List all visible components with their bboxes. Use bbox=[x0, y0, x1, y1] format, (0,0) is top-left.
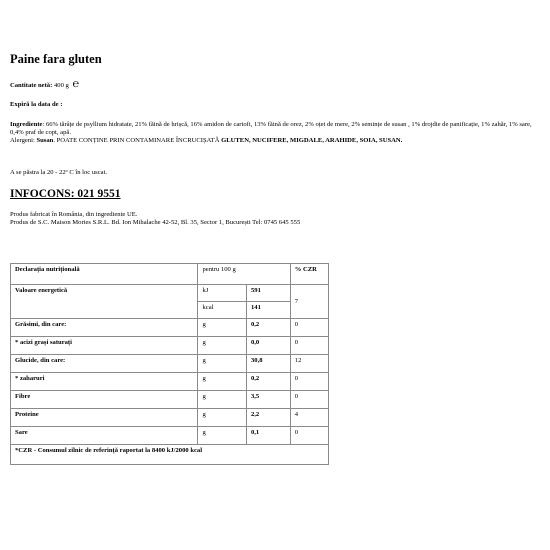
expiry-label-text: Expiră la data de : bbox=[10, 101, 63, 108]
nutrient-unit: g bbox=[198, 337, 247, 355]
ingredients-line bbox=[10, 121, 542, 137]
table-row bbox=[11, 319, 329, 337]
nutrition-header-label: Declarația nutrițională bbox=[11, 264, 198, 285]
nutrient-value: 3,5 bbox=[246, 391, 290, 409]
nutrient-value: 0,2 bbox=[246, 373, 290, 391]
ingredients-block bbox=[10, 121, 542, 145]
nutrient-value: 30,8 bbox=[246, 355, 290, 373]
nutrient-label: Glucide, din care: bbox=[11, 355, 198, 373]
net-quantity-value: 400 g bbox=[53, 82, 69, 89]
net-quantity-label: Cantitate netă: bbox=[10, 82, 53, 89]
nutrient-unit: g bbox=[198, 427, 247, 445]
nutrition-header-czr: % CZR bbox=[290, 264, 328, 285]
nutrient-label: * acizi grași saturați bbox=[11, 337, 198, 355]
nutrient-label: Fibre bbox=[11, 391, 198, 409]
table-row bbox=[11, 409, 329, 427]
nutrient-unit: g bbox=[198, 355, 247, 373]
nutrient-unit: g bbox=[198, 409, 247, 427]
nutrient-unit: g bbox=[198, 373, 247, 391]
nutrient-unit: g bbox=[198, 391, 247, 409]
nutrient-label: Proteine bbox=[11, 409, 198, 427]
expiry-label bbox=[10, 101, 62, 109]
nutrient-unit: g bbox=[198, 319, 247, 337]
ingredients-label: Ingrediente bbox=[10, 121, 43, 128]
nutrient-czr: 0 bbox=[290, 427, 328, 445]
nutrient-czr: 0 bbox=[290, 373, 328, 391]
energy-unit-kj: kJ bbox=[198, 285, 247, 302]
energy-czr: 7 bbox=[290, 285, 328, 319]
origin-text: Produs fabricat în România, din ingrediente UE. bbox=[10, 211, 138, 218]
allergens-cross-text: . POATE CONȚINE PRIN CONTAMINARE ÎNCRUCIȘATĂ bbox=[53, 137, 220, 144]
nutrient-label: * zaharuri bbox=[11, 373, 198, 391]
nutrient-value: 0,1 bbox=[246, 427, 290, 445]
nutrient-czr: 0 bbox=[290, 391, 328, 409]
table-row bbox=[11, 373, 329, 391]
nutrition-table bbox=[10, 263, 329, 465]
ingredients-text: : 66% tărâțe de psyllium hidratate, 21% făină de hrișcă, 16% amidon de cartofi, 13% făină de orez, 2% oțet de mere, 2% semințe de susan , 1% drojdie de panificație, 1% zahăr, 1% sare, 0,4% praf de copt, apă. bbox=[10, 121, 532, 136]
nutrient-czr: 12 bbox=[290, 355, 328, 373]
net-quantity bbox=[10, 80, 79, 90]
allergens-label: Alergeni: bbox=[10, 137, 35, 144]
energy-row-kj bbox=[11, 285, 329, 302]
allergens-main: Susan bbox=[36, 137, 54, 144]
table-row bbox=[11, 427, 329, 445]
nutrient-czr: 4 bbox=[290, 409, 328, 427]
nutrient-czr: 0 bbox=[290, 319, 328, 337]
nutrition-header-per: pentru 100 g bbox=[198, 264, 290, 285]
nutrition-footnote-row bbox=[11, 445, 329, 465]
producer-text: Produs de S.C. Maison Mories S.R.L. Bd. Ion Mihalache 42-52, Bl. 35, Sector 1, București Tel: 0745 645 555 bbox=[10, 219, 301, 226]
energy-unit-kcal: kcal bbox=[198, 302, 247, 319]
energy-value-kj: 591 bbox=[246, 285, 290, 302]
storage-instructions: A se păstra la 20 - 22º C în loc uscat. bbox=[10, 169, 108, 176]
nutrient-value: 2,2 bbox=[246, 409, 290, 427]
infocons-phone: INFOCONS: 021 9551 bbox=[10, 188, 121, 200]
nutrient-value: 0,0 bbox=[246, 337, 290, 355]
table-row bbox=[11, 337, 329, 355]
allergens-cross-list: GLUTEN, NUCIFERE, MIGDALE, ARAHIDE, SOIA, SUSAN. bbox=[221, 137, 403, 144]
nutrition-footnote: *CZR - Consumul zilnic de referință raportat la 8400 kJ/2000 kcal bbox=[11, 445, 329, 465]
producer-block bbox=[10, 211, 300, 227]
energy-label: Valoare energetică bbox=[11, 285, 198, 319]
allergens-line bbox=[10, 137, 542, 145]
nutrition-header-row bbox=[11, 264, 329, 285]
nutrient-value: 0,2 bbox=[246, 319, 290, 337]
nutrient-czr: 0 bbox=[290, 337, 328, 355]
energy-value-kcal: 141 bbox=[246, 302, 290, 319]
estimated-sign-icon: ℮ bbox=[72, 78, 80, 90]
table-row bbox=[11, 355, 329, 373]
product-title: Paine fara gluten bbox=[10, 52, 102, 66]
nutrient-label: Sare bbox=[11, 427, 198, 445]
table-row bbox=[11, 391, 329, 409]
nutrient-label: Grăsimi, din care: bbox=[11, 319, 198, 337]
